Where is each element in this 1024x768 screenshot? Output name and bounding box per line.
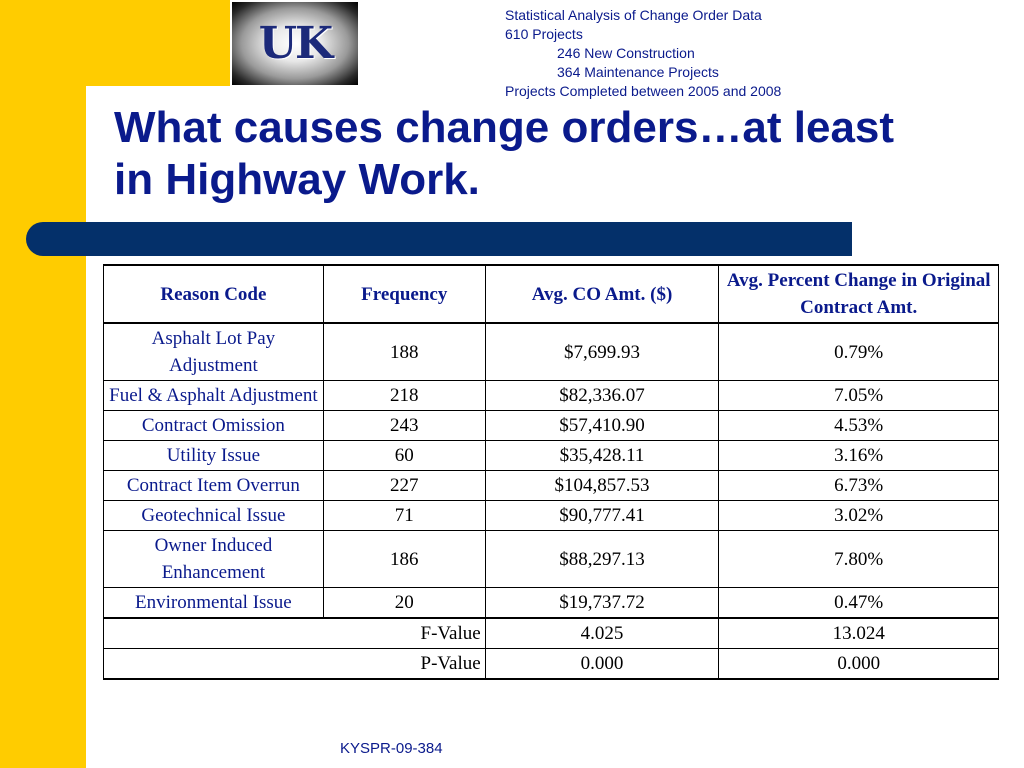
avg-percent-cell: 7.80% [719,531,999,588]
header-avg-co-amount: Avg. CO Amt. ($) [485,265,719,323]
stat-avg-amount: 4.025 [485,618,719,649]
reason-cell: Environmental Issue [104,588,324,619]
table-row [104,501,999,531]
avg-amount-cell: $57,410.90 [485,411,719,441]
reason-cell: Utility Issue [104,441,324,471]
avg-amount-cell: $7,699.93 [485,323,719,381]
frequency-cell: 20 [323,588,485,619]
avg-percent-cell: 0.79% [719,323,999,381]
reason-cell: Geotechnical Issue [104,501,324,531]
table-header-row [104,265,999,323]
stat-avg-percent: 13.024 [719,618,999,649]
info-line-title: Statistical Analysis of Change Order Data [505,7,762,23]
frequency-cell: 227 [323,471,485,501]
header-frequency: Frequency [323,265,485,323]
avg-percent-cell: 4.53% [719,411,999,441]
table-row [104,441,999,471]
avg-percent-cell: 0.47% [719,588,999,619]
stat-row [104,649,999,680]
avg-percent-cell: 3.02% [719,501,999,531]
avg-amount-cell: $19,737.72 [485,588,719,619]
table-row [104,381,999,411]
frequency-cell: 243 [323,411,485,441]
avg-amount-cell: $35,428.11 [485,441,719,471]
info-line-new-construction: 246 New Construction [557,45,695,61]
info-line-period: Projects Completed between 2005 and 2008 [505,83,782,99]
report-code: KYSPR-09-384 [340,740,443,757]
table-row [104,588,999,619]
stat-label: F-Value [104,618,486,649]
stat-avg-percent: 0.000 [719,649,999,680]
frequency-cell: 188 [323,323,485,381]
side-bar [0,0,86,768]
top-band [0,0,230,86]
slide-title: What causes change orders…at least in Highway Work. [114,103,895,204]
avg-amount-cell: $104,857.53 [485,471,719,501]
frequency-cell: 71 [323,501,485,531]
reason-cell: Contract Omission [104,411,324,441]
change-order-table [103,264,999,680]
frequency-cell: 218 [323,381,485,411]
avg-amount-cell: $82,336.07 [485,381,719,411]
uk-logo: UK [232,2,358,85]
reason-cell: Contract Item Overrun [104,471,324,501]
table-row [104,323,999,381]
study-info [505,6,781,101]
frequency-cell: 186 [323,531,485,588]
reason-cell: Owner Induced Enhancement [104,531,324,588]
header-avg-percent-change: Avg. Percent Change in Original Contract Amt. [719,265,999,323]
table-row [104,411,999,441]
avg-amount-cell: $88,297.13 [485,531,719,588]
avg-percent-cell: 3.16% [719,441,999,471]
avg-amount-cell: $90,777.41 [485,501,719,531]
stat-avg-amount: 0.000 [485,649,719,680]
title-rule [26,222,852,256]
reason-cell: Fuel & Asphalt Adjustment [104,381,324,411]
table-row [104,471,999,501]
info-line-projects: 610 Projects [505,26,583,42]
header-reason-code: Reason Code [104,265,324,323]
info-line-maintenance: 364 Maintenance Projects [557,64,719,80]
table-row [104,531,999,588]
avg-percent-cell: 7.05% [719,381,999,411]
stat-row [104,618,999,649]
avg-percent-cell: 6.73% [719,471,999,501]
reason-cell: Asphalt Lot Pay Adjustment [104,323,324,381]
frequency-cell: 60 [323,441,485,471]
stat-label: P-Value [104,649,486,680]
